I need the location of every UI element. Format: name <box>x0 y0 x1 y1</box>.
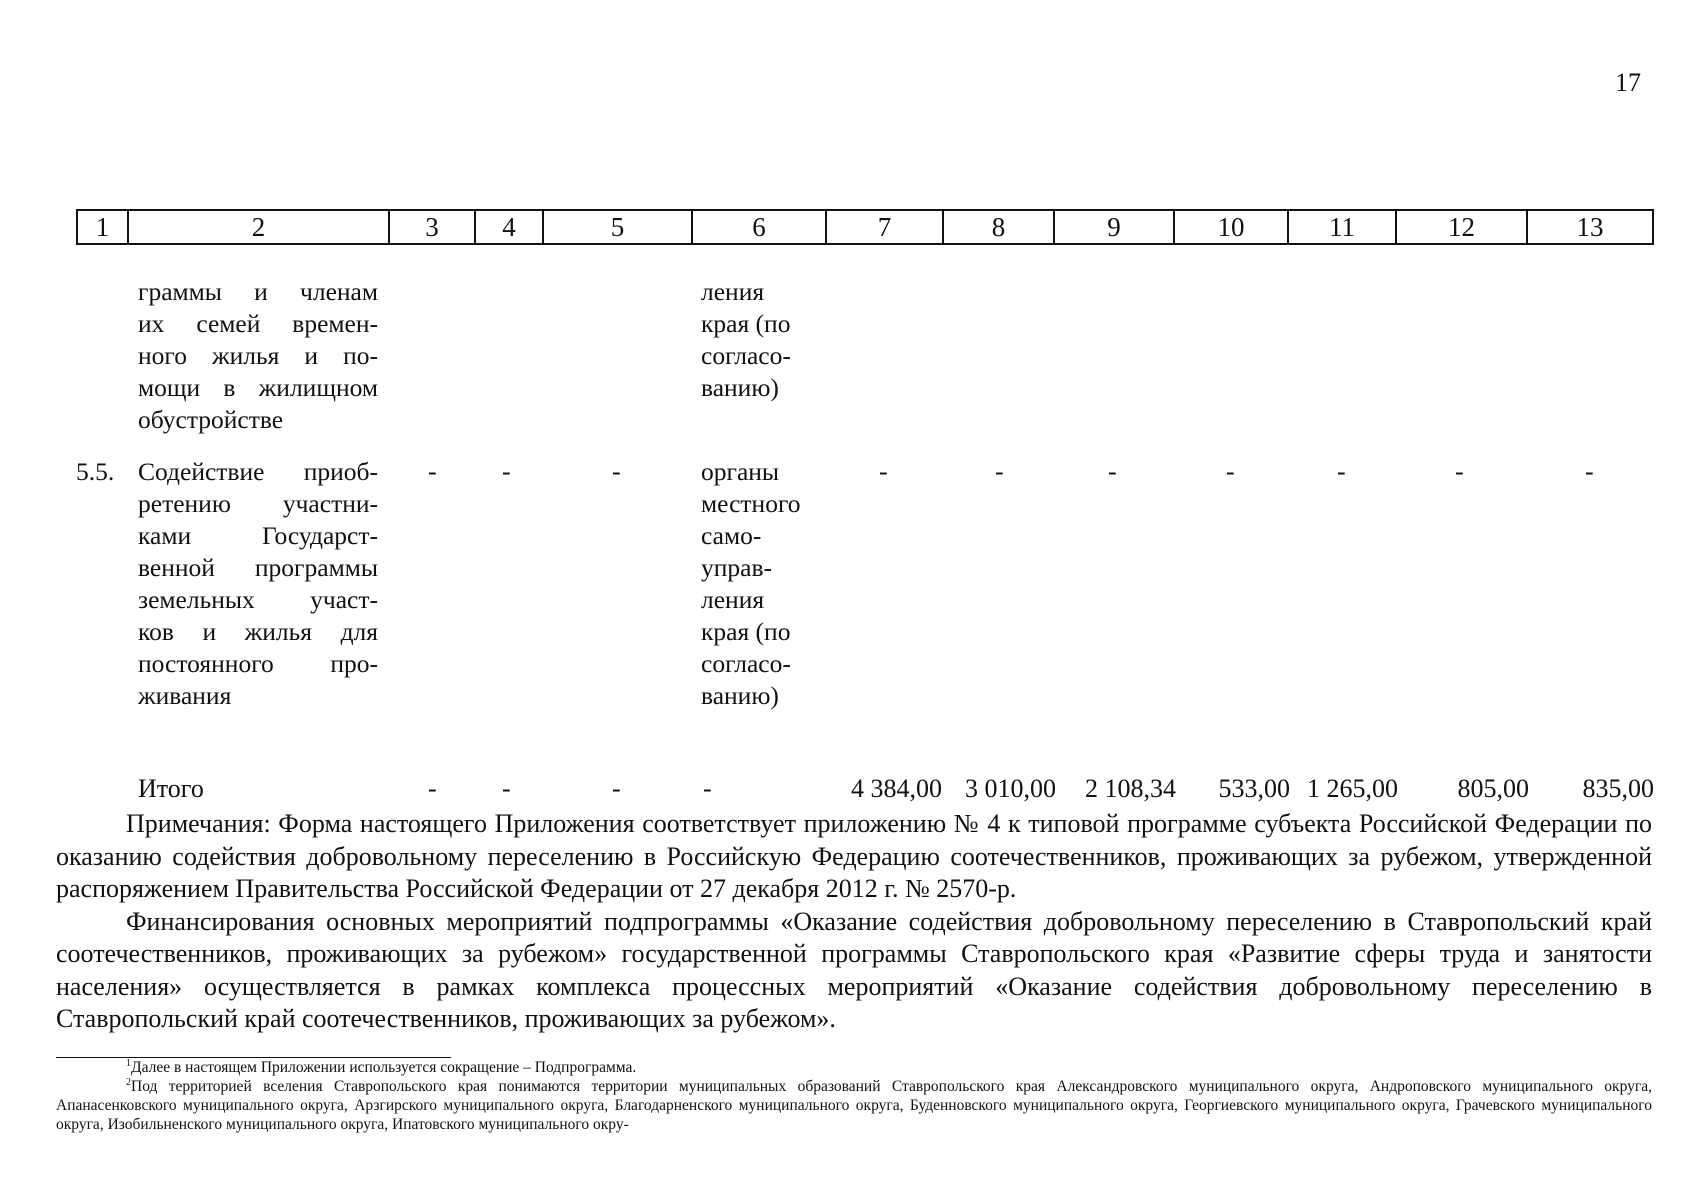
header-col-3: 3 <box>389 210 475 244</box>
footnote-1-mark: 1 <box>126 1057 131 1069</box>
footnote-2-mark: 2 <box>126 1076 131 1088</box>
column-number-header <box>76 209 1654 245</box>
row-5-5-activity-name: Содействие приоб- ретению участни- ками Государст- венной программы земельных участ- ков и жилья для постоянного про- живания <box>138 457 378 710</box>
header-col-12: 12 <box>1396 210 1527 244</box>
footnote-2-text: Под территорией вселения Ставропольского края понимаются территории муниципальных образований Ставропольского края Александровского муниципального округа, Андроповского муниципального округа, Апанасенковского муниципального округа, Арзгирского муниципального округа, Благодарненского муниципального округа, Буденновского муниципального округа, Георгиевского муниципального округа, Грачевского муниципального округа, Изобильненского муниципального округа, Ипатовского муниципального окру- <box>56 1078 1652 1133</box>
header-col-5: 5 <box>543 210 692 244</box>
header-col-10: 10 <box>1174 210 1288 244</box>
header-col-9: 9 <box>1054 210 1174 244</box>
footnote-2 <box>56 1077 1652 1134</box>
header-col-6: 6 <box>692 210 826 244</box>
row-5-5-col10: - <box>1226 457 1235 486</box>
total-col7: 4 384,00 <box>851 774 942 803</box>
header-col-1: 1 <box>77 210 128 244</box>
footnote-1 <box>56 1058 1652 1077</box>
total-col13: 835,00 <box>1582 774 1654 803</box>
row-5-5-col8: - <box>995 457 1004 486</box>
footnote-1-text: Далее в настоящем Приложении используется сокращение – Подпрограмма. <box>131 1059 637 1076</box>
footnotes-block <box>56 1058 1652 1134</box>
total-col4: - <box>502 774 511 803</box>
row-5-5-number: 5.5. <box>76 457 115 486</box>
total-col3: - <box>428 774 437 803</box>
page-number: 17 <box>1615 68 1641 97</box>
total-col12: 805,00 <box>1457 774 1529 803</box>
total-col11: 1 265,00 <box>1307 774 1398 803</box>
row-5-5-col5: - <box>612 457 621 486</box>
header-col-8: 8 <box>943 210 1054 244</box>
total-col10: 533,00 <box>1218 774 1290 803</box>
note-paragraph-1: Примечания: Форма настоящего Приложения соответствует приложению № 4 к типовой программе субъекта Российской Федерации по оказанию содействия добровольному переселению в Российскую Федерацию соотечественников, проживающих за рубежом, утвержденной распоряжением Правительства Российской Федерации от 27 декабря 2012 г. № 2570-р. <box>56 809 1652 903</box>
note-paragraph-2: Финансирования основных мероприятий подпрограммы «Оказание содействия добровольному переселению в Ставропольский край соотечественников, проживающих за рубежом» государственной программы Ставропольского края «Развитие сферы труда и занятости населения» осуществляется в рамках комплекса процессных мероприятий «Оказание содействия добровольному переселению в Ставропольский край соотечественников, проживающих за рубежом». <box>56 906 1652 1033</box>
row-5-5-col7: - <box>879 457 888 486</box>
cont-row-activity-name: граммы и членам их семей времен- ного жилья и по- мощи в жилищном обустройстве <box>138 277 378 434</box>
header-col-11: 11 <box>1288 210 1396 244</box>
total-col6: - <box>703 774 712 803</box>
row-5-5-col9: - <box>1108 457 1117 486</box>
row-5-5-col12: - <box>1455 457 1464 486</box>
total-col5: - <box>612 774 621 803</box>
header-col-2: 2 <box>128 210 389 244</box>
header-col-13: 13 <box>1527 210 1653 244</box>
header-col-4: 4 <box>475 210 543 244</box>
row-5-5-col11: - <box>1337 457 1346 486</box>
row-5-5-col3: - <box>428 457 437 486</box>
row-5-5-executor: органы местного само- управ- ления края (по согласо- ванию) <box>701 457 801 710</box>
cont-row-executor: ления края (по согласо- ванию) <box>701 277 791 402</box>
notes-block <box>56 808 1652 1036</box>
total-col8: 3 010,00 <box>965 774 1056 803</box>
row-5-5-col13: - <box>1585 457 1594 486</box>
total-label: Итого <box>138 774 204 803</box>
row-5-5-col4: - <box>502 457 511 486</box>
total-col9: 2 108,34 <box>1085 774 1176 803</box>
header-col-7: 7 <box>826 210 943 244</box>
